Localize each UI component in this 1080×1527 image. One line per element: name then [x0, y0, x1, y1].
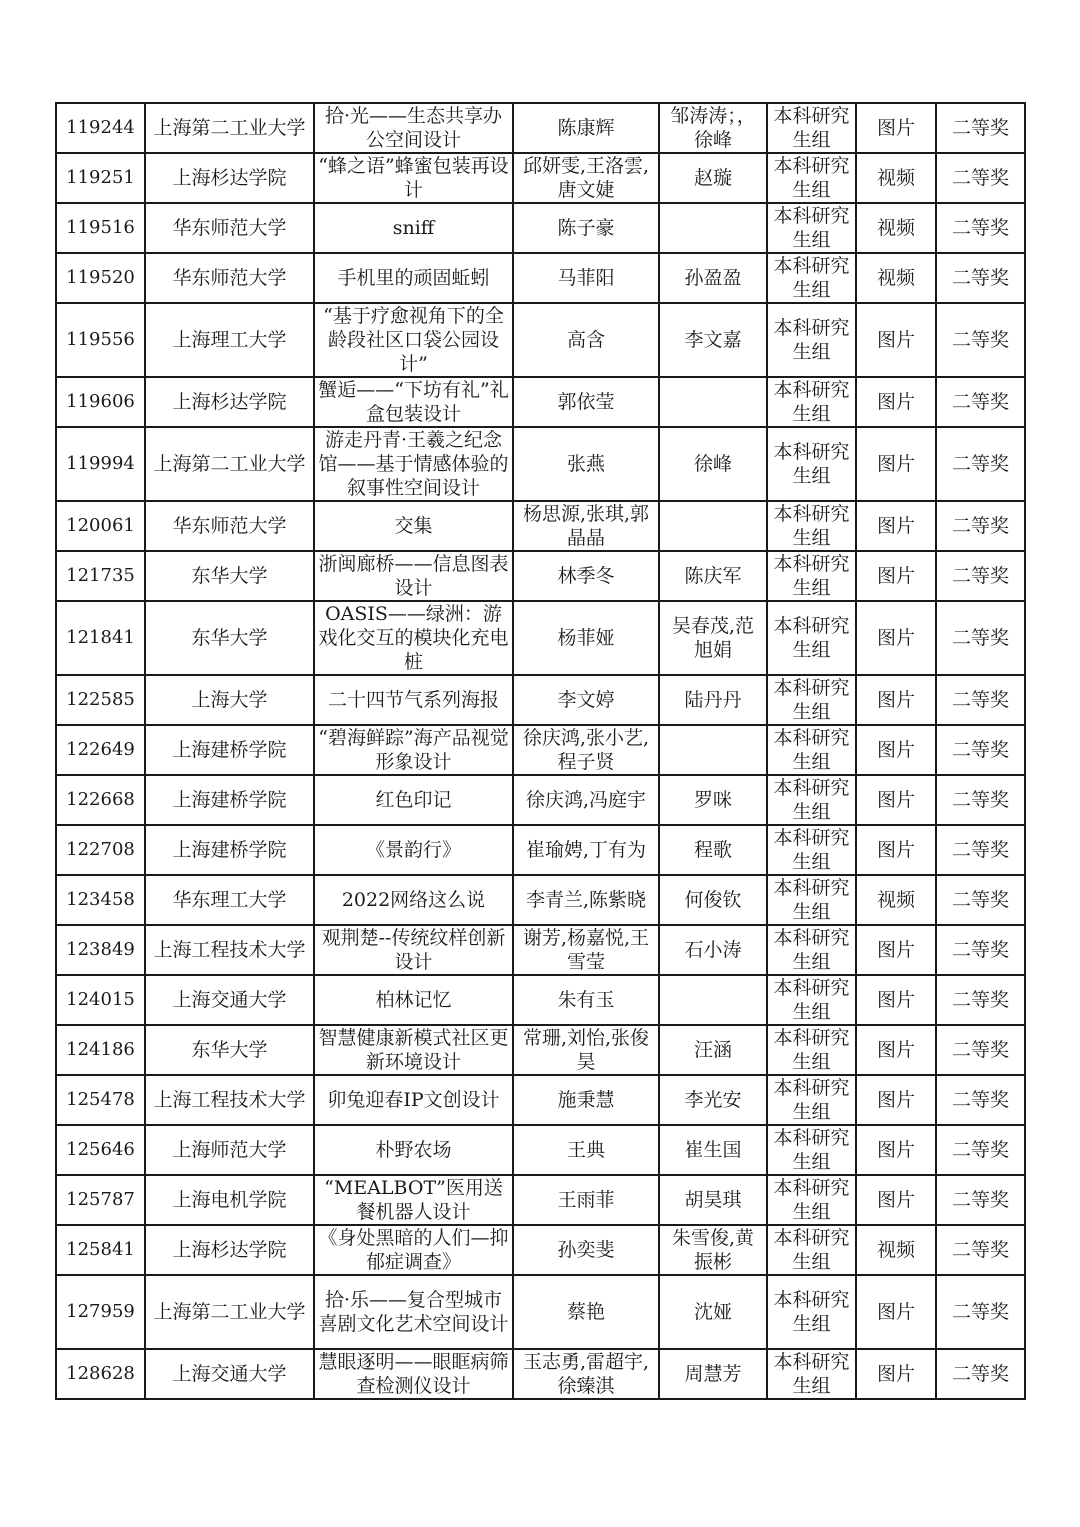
work-title-cell: 蟹逅——“下坊有礼”礼盒包装设计 [314, 377, 513, 427]
group-cell: 本科研究生组 [767, 1225, 856, 1275]
work-title-cell: 交集 [314, 501, 513, 551]
work-type-cell: 图片 [856, 1349, 936, 1399]
work-type-cell: 图片 [856, 1075, 936, 1125]
work-title-cell: 智慧健康新模式社区更新环境设计 [314, 1025, 513, 1075]
work-type-cell: 图片 [856, 925, 936, 975]
award-cell: 二等奖 [936, 103, 1025, 153]
school-cell: 华东师范大学 [145, 253, 314, 303]
work-type-cell: 图片 [856, 775, 936, 825]
school-cell: 东华大学 [145, 551, 314, 601]
table-row [56, 203, 1025, 253]
group-cell: 本科研究生组 [767, 975, 856, 1025]
work-type-cell: 视频 [856, 153, 936, 203]
authors-cell: 谢芳,杨嘉悦,王雪莹 [513, 925, 659, 975]
table-row [56, 875, 1025, 925]
work-title-cell: 拾·光——生态共享办公空间设计 [314, 103, 513, 153]
table-row [56, 725, 1025, 775]
school-cell: 上海第二工业大学 [145, 103, 314, 153]
school-cell: 上海杉达学院 [145, 1225, 314, 1275]
table-row [56, 1075, 1025, 1125]
entry-id-cell: 125787 [56, 1175, 145, 1225]
school-cell: 上海第二工业大学 [145, 1275, 314, 1349]
entry-id-cell: 119251 [56, 153, 145, 203]
authors-cell: 李文婷 [513, 675, 659, 725]
work-title-cell: OASIS——绿洲：游戏化交互的模块化充电桩 [314, 601, 513, 675]
group-cell: 本科研究生组 [767, 501, 856, 551]
advisor-cell: 邹涛涛；，徐峰 [659, 103, 767, 153]
table-row [56, 253, 1025, 303]
school-cell: 东华大学 [145, 1025, 314, 1075]
entry-id-cell: 122708 [56, 825, 145, 875]
entry-id-cell: 125841 [56, 1225, 145, 1275]
work-type-cell: 视频 [856, 253, 936, 303]
entry-id-cell: 121735 [56, 551, 145, 601]
award-cell: 二等奖 [936, 1075, 1025, 1125]
advisor-cell: 汪涵 [659, 1025, 767, 1075]
table-row [56, 103, 1025, 153]
entry-id-cell: 119516 [56, 203, 145, 253]
entry-id-cell: 119556 [56, 303, 145, 377]
advisor-cell: 李文嘉 [659, 303, 767, 377]
group-cell: 本科研究生组 [767, 1175, 856, 1225]
work-title-cell: 卯兔迎春IP文创设计 [314, 1075, 513, 1125]
authors-cell: 郭依莹 [513, 377, 659, 427]
group-cell: 本科研究生组 [767, 203, 856, 253]
school-cell: 上海大学 [145, 675, 314, 725]
award-cell: 二等奖 [936, 601, 1025, 675]
work-type-cell: 视频 [856, 203, 936, 253]
authors-cell: 张燕 [513, 427, 659, 501]
table-row [56, 377, 1025, 427]
work-type-cell: 图片 [856, 103, 936, 153]
award-cell: 二等奖 [936, 427, 1025, 501]
work-type-cell: 图片 [856, 601, 936, 675]
work-type-cell: 图片 [856, 675, 936, 725]
group-cell: 本科研究生组 [767, 875, 856, 925]
work-title-cell: 2022网络这么说 [314, 875, 513, 925]
table-row [56, 551, 1025, 601]
advisor-cell: 程歌 [659, 825, 767, 875]
award-cell: 二等奖 [936, 975, 1025, 1025]
award-cell: 二等奖 [936, 1275, 1025, 1349]
table-row [56, 427, 1025, 501]
advisor-cell [659, 501, 767, 551]
advisor-cell [659, 725, 767, 775]
advisor-cell: 沈娅 [659, 1275, 767, 1349]
entry-id-cell: 122585 [56, 675, 145, 725]
work-title-cell: “碧海鲜踪”海产品视觉形象设计 [314, 725, 513, 775]
advisor-cell: 何俊钦 [659, 875, 767, 925]
entry-id-cell: 122649 [56, 725, 145, 775]
advisor-cell: 陈庆军 [659, 551, 767, 601]
school-cell: 华东理工大学 [145, 875, 314, 925]
group-cell: 本科研究生组 [767, 1025, 856, 1075]
authors-cell: 王典 [513, 1125, 659, 1175]
table-row [56, 1225, 1025, 1275]
work-type-cell: 图片 [856, 1025, 936, 1075]
award-cell: 二等奖 [936, 1175, 1025, 1225]
authors-cell: 李青兰,陈紫晓 [513, 875, 659, 925]
advisor-cell: 陆丹丹 [659, 675, 767, 725]
work-title-cell: sniff [314, 203, 513, 253]
table-row [56, 675, 1025, 725]
authors-cell: 杨思源,张琪,郭晶晶 [513, 501, 659, 551]
school-cell: 华东师范大学 [145, 203, 314, 253]
group-cell: 本科研究生组 [767, 675, 856, 725]
work-type-cell: 图片 [856, 975, 936, 1025]
authors-cell: 陈康辉 [513, 103, 659, 153]
advisor-cell [659, 203, 767, 253]
entry-id-cell: 124186 [56, 1025, 145, 1075]
advisor-cell: 朱雪俊,黄振彬 [659, 1225, 767, 1275]
work-title-cell: 《景韵行》 [314, 825, 513, 875]
award-cell: 二等奖 [936, 1125, 1025, 1175]
advisor-cell: 赵璇 [659, 153, 767, 203]
table-row [56, 825, 1025, 875]
advisor-cell: 孙盈盈 [659, 253, 767, 303]
entry-id-cell: 119994 [56, 427, 145, 501]
entry-id-cell: 123458 [56, 875, 145, 925]
work-type-cell: 图片 [856, 825, 936, 875]
group-cell: 本科研究生组 [767, 775, 856, 825]
group-cell: 本科研究生组 [767, 725, 856, 775]
work-title-cell: 柏林记忆 [314, 975, 513, 1025]
table-row [56, 153, 1025, 203]
award-cell: 二等奖 [936, 825, 1025, 875]
authors-cell: 马菲阳 [513, 253, 659, 303]
group-cell: 本科研究生组 [767, 601, 856, 675]
school-cell: 上海建桥学院 [145, 725, 314, 775]
school-cell: 上海交通大学 [145, 975, 314, 1025]
advisor-cell: 石小涛 [659, 925, 767, 975]
entry-id-cell: 123849 [56, 925, 145, 975]
advisor-cell: 李光安 [659, 1075, 767, 1125]
table-row [56, 1125, 1025, 1175]
award-cell: 二等奖 [936, 775, 1025, 825]
work-type-cell: 图片 [856, 303, 936, 377]
award-cell: 二等奖 [936, 551, 1025, 601]
group-cell: 本科研究生组 [767, 1349, 856, 1399]
advisor-cell [659, 377, 767, 427]
award-cell: 二等奖 [936, 303, 1025, 377]
school-cell: 上海建桥学院 [145, 775, 314, 825]
award-cell: 二等奖 [936, 501, 1025, 551]
group-cell: 本科研究生组 [767, 427, 856, 501]
group-cell: 本科研究生组 [767, 925, 856, 975]
work-type-cell: 图片 [856, 551, 936, 601]
work-type-cell: 图片 [856, 377, 936, 427]
group-cell: 本科研究生组 [767, 303, 856, 377]
table-row [56, 925, 1025, 975]
entry-id-cell: 122668 [56, 775, 145, 825]
school-cell: 上海交通大学 [145, 1349, 314, 1399]
work-title-cell: 浙闽廊桥——信息图表设计 [314, 551, 513, 601]
work-type-cell: 图片 [856, 725, 936, 775]
work-title-cell: 二十四节气系列海报 [314, 675, 513, 725]
school-cell: 上海工程技术大学 [145, 1075, 314, 1125]
work-title-cell: 《身处黑暗的人们—抑郁症调查》 [314, 1225, 513, 1275]
work-title-cell: 慧眼逐明——眼眶病筛查检测仪设计 [314, 1349, 513, 1399]
award-cell: 二等奖 [936, 253, 1025, 303]
advisor-cell: 周慧芳 [659, 1349, 767, 1399]
authors-cell: 王雨菲 [513, 1175, 659, 1225]
work-type-cell: 图片 [856, 1175, 936, 1225]
award-cell: 二等奖 [936, 725, 1025, 775]
work-type-cell: 图片 [856, 427, 936, 501]
awards-table [55, 102, 1026, 1400]
school-cell: 东华大学 [145, 601, 314, 675]
table-row [56, 303, 1025, 377]
entry-id-cell: 128628 [56, 1349, 145, 1399]
authors-cell: 高含 [513, 303, 659, 377]
advisor-cell: 崔生国 [659, 1125, 767, 1175]
authors-cell: 玉志勇,雷超宇,徐臻淇 [513, 1349, 659, 1399]
award-cell: 二等奖 [936, 1025, 1025, 1075]
work-type-cell: 视频 [856, 875, 936, 925]
table-row [56, 1025, 1025, 1075]
authors-cell: 徐庆鸿,张小艺,程子贤 [513, 725, 659, 775]
group-cell: 本科研究生组 [767, 1075, 856, 1125]
group-cell: 本科研究生组 [767, 153, 856, 203]
school-cell: 华东师范大学 [145, 501, 314, 551]
entry-id-cell: 121841 [56, 601, 145, 675]
school-cell: 上海第二工业大学 [145, 427, 314, 501]
work-type-cell: 图片 [856, 1275, 936, 1349]
award-cell: 二等奖 [936, 675, 1025, 725]
authors-cell: 邱妍雯,王洛雲,唐文婕 [513, 153, 659, 203]
authors-cell: 崔瑜娉,丁有为 [513, 825, 659, 875]
award-cell: 二等奖 [936, 203, 1025, 253]
advisor-cell [659, 975, 767, 1025]
group-cell: 本科研究生组 [767, 1275, 856, 1349]
school-cell: 上海建桥学院 [145, 825, 314, 875]
entry-id-cell: 119520 [56, 253, 145, 303]
entry-id-cell: 119244 [56, 103, 145, 153]
advisor-cell: 胡昊琪 [659, 1175, 767, 1225]
award-cell: 二等奖 [936, 925, 1025, 975]
entry-id-cell: 119606 [56, 377, 145, 427]
work-title-cell: 朴野农场 [314, 1125, 513, 1175]
group-cell: 本科研究生组 [767, 377, 856, 427]
authors-cell: 徐庆鸿,冯庭宇 [513, 775, 659, 825]
authors-cell: 杨菲娅 [513, 601, 659, 675]
entry-id-cell: 125478 [56, 1075, 145, 1125]
awards-table-body [56, 103, 1025, 1399]
authors-cell: 孙奕斐 [513, 1225, 659, 1275]
award-cell: 二等奖 [936, 153, 1025, 203]
work-type-cell: 视频 [856, 1225, 936, 1275]
work-type-cell: 图片 [856, 501, 936, 551]
table-row [56, 601, 1025, 675]
entry-id-cell: 124015 [56, 975, 145, 1025]
work-title-cell: 红色印记 [314, 775, 513, 825]
work-title-cell: 拾·乐——复合型城市喜剧文化艺术空间设计 [314, 1275, 513, 1349]
work-title-cell: 手机里的顽固蚯蚓 [314, 253, 513, 303]
group-cell: 本科研究生组 [767, 825, 856, 875]
work-title-cell: “基于疗愈视角下的全龄段社区口袋公园设计” [314, 303, 513, 377]
school-cell: 上海杉达学院 [145, 377, 314, 427]
advisor-cell: 罗咪 [659, 775, 767, 825]
table-row [56, 1349, 1025, 1399]
school-cell: 上海工程技术大学 [145, 925, 314, 975]
work-title-cell: 观荆楚--传统纹样创新设计 [314, 925, 513, 975]
entry-id-cell: 125646 [56, 1125, 145, 1175]
award-cell: 二等奖 [936, 1225, 1025, 1275]
table-row [56, 501, 1025, 551]
school-cell: 上海杉达学院 [145, 153, 314, 203]
group-cell: 本科研究生组 [767, 551, 856, 601]
school-cell: 上海师范大学 [145, 1125, 314, 1175]
table-row [56, 1275, 1025, 1349]
school-cell: 上海电机学院 [145, 1175, 314, 1225]
authors-cell: 常珊,刘怡,张俊昊 [513, 1025, 659, 1075]
work-title-cell: 游走丹青·王羲之纪念馆——基于情感体验的叙事性空间设计 [314, 427, 513, 501]
school-cell: 上海理工大学 [145, 303, 314, 377]
authors-cell: 施秉慧 [513, 1075, 659, 1125]
entry-id-cell: 127959 [56, 1275, 145, 1349]
table-row [56, 775, 1025, 825]
group-cell: 本科研究生组 [767, 1125, 856, 1175]
advisor-cell: 吴春茂,范旭娟 [659, 601, 767, 675]
award-cell: 二等奖 [936, 377, 1025, 427]
work-type-cell: 图片 [856, 1125, 936, 1175]
authors-cell: 朱有玉 [513, 975, 659, 1025]
work-title-cell: “蜂之语”蜂蜜包装再设计 [314, 153, 513, 203]
group-cell: 本科研究生组 [767, 253, 856, 303]
award-cell: 二等奖 [936, 1349, 1025, 1399]
authors-cell: 蔡艳 [513, 1275, 659, 1349]
award-cell: 二等奖 [936, 875, 1025, 925]
entry-id-cell: 120061 [56, 501, 145, 551]
table-row [56, 1175, 1025, 1225]
table-row [56, 975, 1025, 1025]
authors-cell: 陈子豪 [513, 203, 659, 253]
work-title-cell: “MEALBOT”医用送餐机器人设计 [314, 1175, 513, 1225]
authors-cell: 林季冬 [513, 551, 659, 601]
advisor-cell: 徐峰 [659, 427, 767, 501]
group-cell: 本科研究生组 [767, 103, 856, 153]
